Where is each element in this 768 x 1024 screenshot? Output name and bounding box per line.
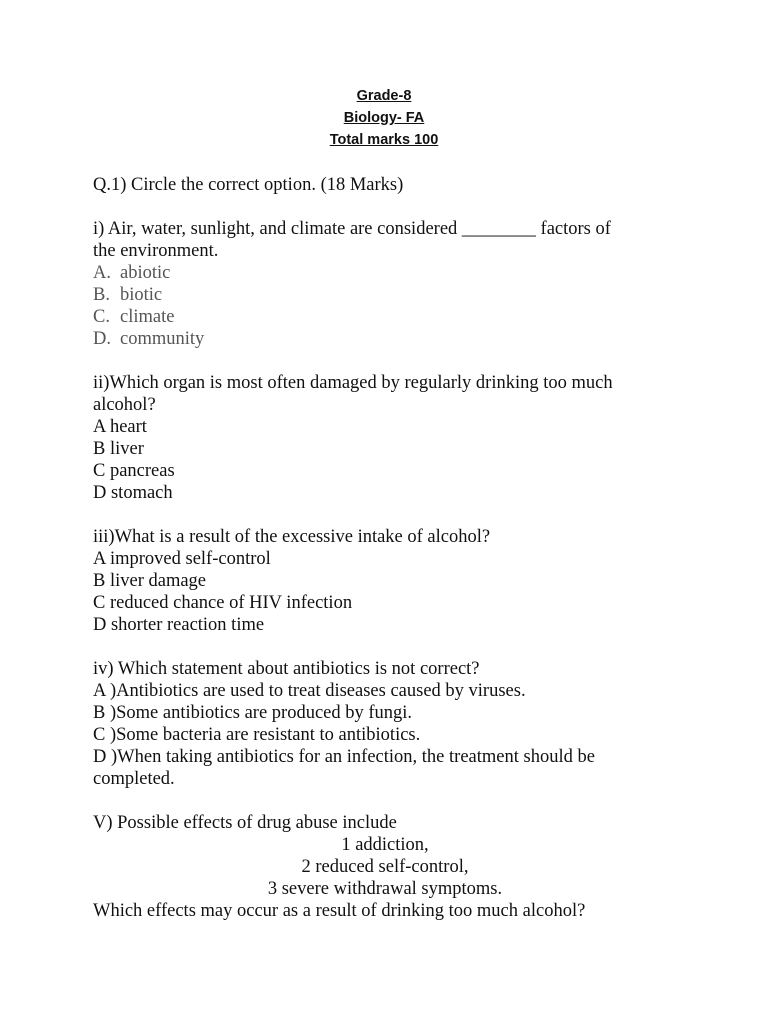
question-5-list-item-2: 2 reduced self-control, (301, 857, 469, 877)
subject-heading: Biology- FA (343, 110, 425, 126)
document-header (0, 85, 768, 151)
question-1-option-b (93, 284, 693, 306)
option-text: biotic (120, 285, 163, 305)
question-1-stem-line-1: i) Air, water, sunlight, and climate are considered ________ factors of (93, 219, 611, 239)
question-3-option-a: A improved self-control (93, 549, 271, 569)
question-1-stem-line-2: the environment. (93, 241, 219, 261)
question-body (93, 174, 693, 922)
option-text: climate (120, 307, 175, 327)
question-2-option-b: B liver (93, 439, 144, 459)
question-3-stem: iii)What is a result of the excessive intake of alcohol? (93, 527, 491, 547)
option-text: abiotic (120, 263, 171, 283)
question-4 (93, 658, 693, 790)
question-5-tail: Which effects may occur as a result of drinking too much alcohol? (93, 901, 586, 921)
question-5 (93, 812, 693, 922)
question-5-list-item-3: 3 severe withdrawal symptoms. (267, 879, 503, 899)
question-4-stem: iv) Which statement about antibiotics is not correct? (93, 659, 480, 679)
question-4-option-c: C )Some bacteria are resistant to antibiotics. (93, 725, 421, 745)
option-letter: D. (93, 329, 111, 349)
question-2-stem-line-2: alcohol? (93, 395, 156, 415)
option-text: community (120, 329, 205, 349)
question-1-option-d (93, 328, 693, 350)
grade-heading: Grade-8 (356, 88, 412, 104)
question-2-option-c: C pancreas (93, 461, 175, 481)
question-2-option-d: D stomach (93, 483, 173, 503)
question-5-stem: V) Possible effects of drug abuse include (93, 813, 397, 833)
question-1-option-c (93, 306, 693, 328)
question-4-option-d: D )When taking antibiotics for an infection, the treatment should be (93, 747, 595, 767)
question-3-option-c: C reduced chance of HIV infection (93, 593, 353, 613)
question-1 (93, 218, 693, 350)
question-3 (93, 526, 693, 636)
question-3-option-b: B liver damage (93, 571, 207, 591)
question-5-list-item-1: 1 addiction, (341, 835, 429, 855)
option-letter: C. (93, 307, 110, 327)
question-4-option-d-cont: completed. (93, 769, 175, 789)
question-1-option-a (93, 262, 693, 284)
option-letter: B. (93, 285, 110, 305)
option-letter: A. (93, 263, 111, 283)
question-2-stem-line-1: ii)Which organ is most often damaged by regularly drinking too much (93, 373, 613, 393)
section-title: Q.1) Circle the correct option. (18 Marks) (93, 175, 404, 195)
total-marks-heading: Total marks 100 (329, 132, 439, 148)
question-4-option-b: B )Some antibiotics are produced by fungi. (93, 703, 413, 723)
question-2 (93, 372, 693, 504)
question-2-option-a: A heart (93, 417, 147, 437)
question-3-option-d: D shorter reaction time (93, 615, 265, 635)
question-4-option-a: A )Antibiotics are used to treat diseases caused by viruses. (93, 681, 526, 701)
